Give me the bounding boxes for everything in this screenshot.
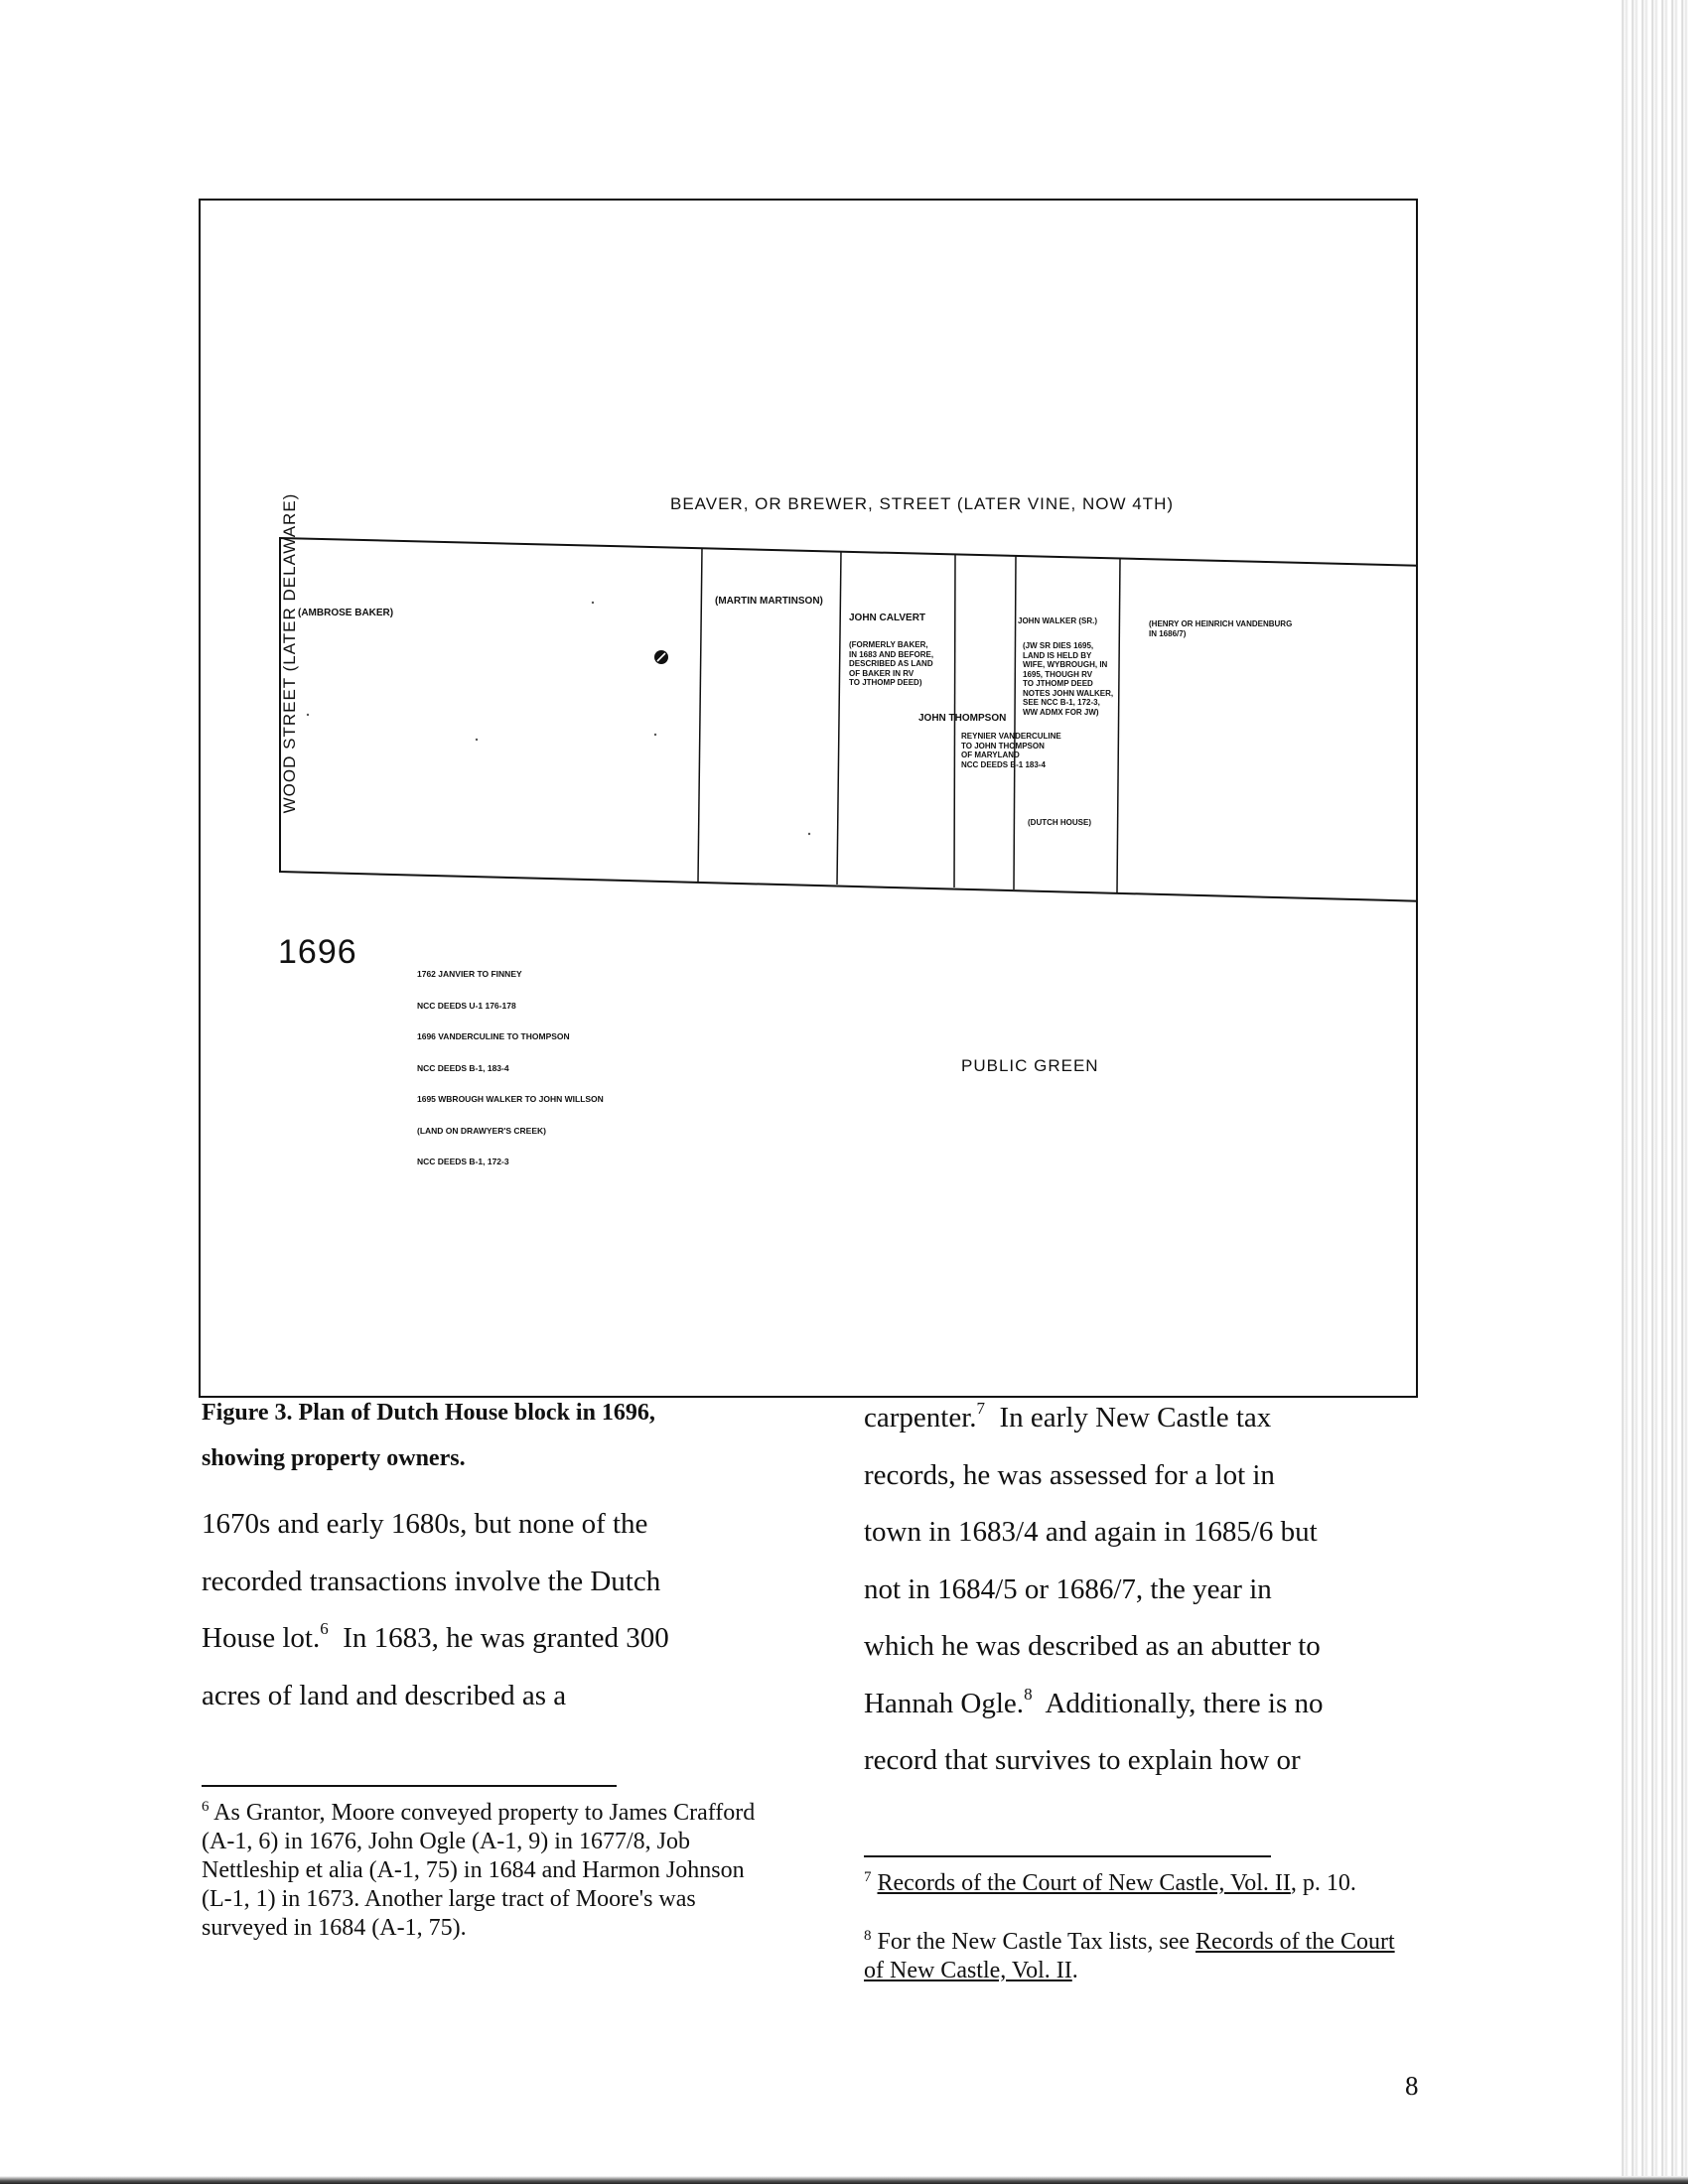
lot-walker-note: (JW SR DIES 1695, LAND IS HELD BY WIFE, WYBROUGH, IN 1695, THOUGH RV TO JTHOMP DEED NOTES JOHN WALKER, SEE NCC B-1, 172-3, WW ADMX FOR JW) — [1023, 641, 1114, 717]
block-plan-map — [199, 199, 1418, 913]
footnote-number: 7 — [864, 1869, 872, 1885]
deed-line: 1695 WBROUGH WALKER TO JOHN WILLSON — [417, 1094, 604, 1104]
body-line — [864, 1390, 1420, 1447]
body-line: 1670s and early 1680s, but none of the — [202, 1508, 648, 1540]
street-label-left: WOOD STREET (LATER DELAWARE) — [280, 492, 299, 814]
caption-line: showing property owners. — [202, 1445, 466, 1471]
body-line: records, he was assessed for a lot in — [864, 1458, 1275, 1491]
lot-thompson-note: REYNIER VANDERCULINE TO JOHN THOMPSON OF MARYLAND NCC DEEDS B-1 183-4 — [961, 732, 1061, 769]
deed-line: NCC DEEDS B-1, 183-4 — [417, 1062, 509, 1073]
body-line: not in 1684/5 or 1686/7, the year in — [864, 1572, 1272, 1605]
block-outline — [280, 538, 1418, 901]
deed-line: NCC DEEDS U-1 176-178 — [417, 1000, 516, 1011]
lot-john-thompson: JOHN THOMPSON — [918, 713, 1007, 724]
body-line: town in 1683/4 and again in 1685/6 but — [864, 1516, 1318, 1548]
caption-line: Figure 3. Plan of Dutch House block in 1696, — [202, 1400, 655, 1426]
footnote-ref-7[interactable]: 7 — [976, 1399, 986, 1418]
deed-line: 1696 VANDERCULINE TO THOMPSON — [417, 1031, 570, 1041]
body-column-left — [202, 1496, 777, 1724]
lot-calvert-note: (FORMERLY BAKER, IN 1683 AND BEFORE, DESCRIBED AS LAND OF BAKER IN RV TO JTHOMP DEED) — [849, 640, 934, 687]
footnote-ref-6[interactable]: 6 — [320, 1619, 329, 1638]
footnote-text: , p. 10. — [1290, 1870, 1356, 1896]
lot-line-2 — [837, 551, 841, 885]
body-text-run: carpenter. — [864, 1402, 977, 1433]
public-green-label: PUBLIC GREEN — [961, 1056, 1099, 1075]
scanned-page-edge — [1618, 0, 1688, 2184]
lot-dutch-house: (DUTCH HOUSE) — [1028, 818, 1091, 827]
body-line: recorded transactions involve the Dutch — [202, 1565, 661, 1597]
body-text-run: Hannah Ogle. — [864, 1687, 1025, 1719]
lot-martin-martinson: (MARTIN MARTINSON) — [715, 596, 823, 607]
lot-line-4 — [1014, 556, 1016, 889]
figure-year: 1696 — [278, 933, 357, 971]
footnote-6 — [202, 1799, 768, 1943]
lot-ambrose-baker: (AMBROSE BAKER) — [298, 608, 394, 618]
footnote-rule-left — [202, 1785, 617, 1787]
body-line — [202, 1610, 777, 1668]
deed-references — [417, 948, 604, 1177]
footnote-text: For the New Castle Tax lists, see — [871, 1929, 1196, 1955]
body-line: which he was described as an abutter to — [864, 1630, 1321, 1662]
deed-line: NCC DEEDS B-1, 172-3 — [417, 1157, 509, 1166]
page-number: 8 — [1405, 2071, 1419, 2101]
body-line: record that survives to explain how or — [864, 1744, 1301, 1776]
scanned-bottom-edge — [0, 2176, 1688, 2184]
citation-link[interactable]: Records of the Court of New Castle, Vol. II — [864, 1929, 1395, 1983]
lot-line-5 — [1117, 559, 1120, 892]
figure-caption — [202, 1390, 777, 1481]
body-text-run: In 1683, he was granted 300 — [328, 1622, 669, 1654]
footnote-7 — [864, 1869, 1415, 1898]
lot-john-calvert: JOHN CALVERT — [849, 613, 926, 623]
footnote-text: . — [1071, 1958, 1078, 1983]
footnote-ref-8[interactable]: 8 — [1024, 1684, 1033, 1704]
deed-line: 1762 JANVIER TO FINNEY — [417, 969, 522, 979]
body-text-run: Additionally, there is no — [1032, 1687, 1324, 1719]
lot-line-1 — [698, 548, 702, 882]
street-label-top: BEAVER, OR BREWER, STREET (LATER VINE, NOW 4TH) — [670, 494, 1175, 513]
footnote-text: As Grantor, Moore conveyed property to James Crafford (A-1, 6) in 1676, John Ogle (A-1, 9) in 1677/8, Job Nettleship et alia (A-1, 75) in 1684 and Harmon Johnson (L-1, 1) in 1673. Another large tract of Moore's was surveyed in 1684 (A-1, 75). — [202, 1800, 756, 1941]
footnote-8 — [864, 1928, 1415, 1985]
lot-henry-vandenburg: (HENRY OR HEINRICH VANDENBURG IN 1686/7) — [1149, 619, 1293, 638]
footnote-number: 8 — [864, 1928, 872, 1944]
body-text-run: House lot. — [202, 1622, 321, 1654]
body-line: acres of land and described as a — [202, 1679, 567, 1711]
body-line — [864, 1676, 1420, 1733]
citation-link[interactable]: Records of the Court of New Castle, Vol. II — [877, 1870, 1291, 1896]
body-text-run: In early New Castle tax — [985, 1402, 1272, 1433]
footnote-rule-right — [864, 1855, 1271, 1857]
footnote-number: 6 — [202, 1799, 210, 1815]
body-column-right — [864, 1390, 1420, 1790]
lot-john-walker: JOHN WALKER (SR.) — [1018, 616, 1097, 625]
deed-line: (LAND ON DRAWYER'S CREEK) — [417, 1125, 546, 1136]
